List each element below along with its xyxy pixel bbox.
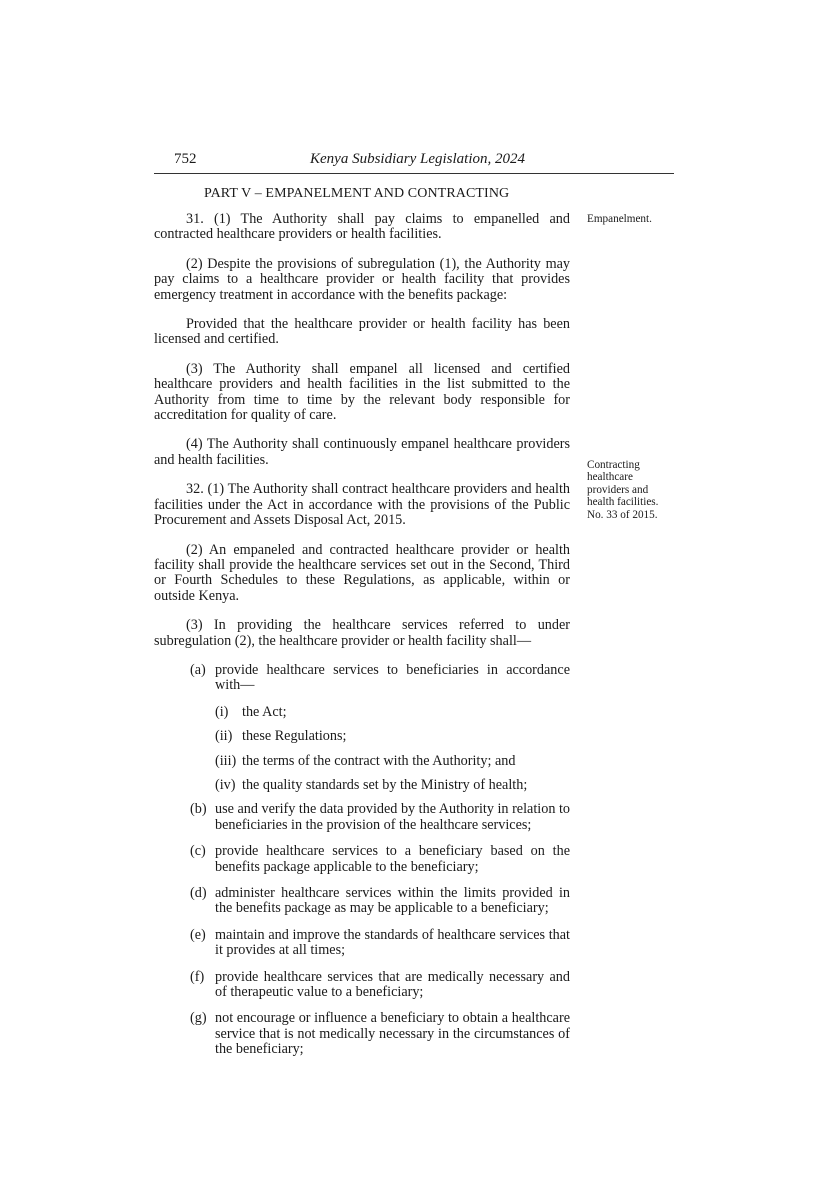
regulation-32-3: (3) In providing the healthcare services referred to under subregulation (2), the healthcare provider or health facility shall— — [154, 617, 570, 649]
list-item — [154, 970, 570, 1001]
margin-note-line: providers and — [587, 483, 649, 496]
margin-note-line: No. 33 of 2015. — [587, 508, 658, 521]
regulation-31-2: (2) Despite the provisions of subregulation (1), the Authority may pay claims to a healthcare provider or health facility that provides emergency treatment in accordance with the benefits package: — [154, 255, 570, 303]
regulation-32-2: (2) An empaneled and contracted healthcare provider or health facility shall provide the healthcare services set out in the Second, Third or Fourth Schedules to these Regulations, as applicable, within or outside Kenya. — [154, 541, 570, 604]
list-item — [154, 886, 570, 917]
page-number: 752 — [174, 151, 197, 167]
list-item — [154, 663, 570, 694]
item-text: provide healthcare services that are medically necessary and of therapeutic value to a beneficiary; — [215, 968, 570, 1001]
item-text: provide healthcare services to a beneficiary based on the benefits package applicable to the beneficiary; — [215, 843, 570, 875]
sub-list-item — [154, 754, 570, 769]
page-header — [154, 151, 674, 173]
margin-note-line: healthcare — [587, 471, 633, 484]
item-text: provide healthcare services to beneficiaries in accordance with— — [215, 661, 570, 694]
item-text: maintain and improve the standards of healthcare services that it provides at all times; — [215, 926, 570, 959]
item-label: (a) — [190, 661, 206, 678]
list-item — [154, 1011, 570, 1057]
subitem-label: (iii) — [215, 752, 237, 769]
item-label: (g) — [190, 1010, 207, 1027]
regulation-31-4: (4) The Authority shall continuously empanel healthcare providers and health facilities. — [154, 436, 570, 468]
subitem-text: these Regulations; — [242, 728, 347, 745]
item-label: (f) — [190, 968, 205, 985]
subitem-label: (iv) — [215, 776, 236, 793]
sub-list-item — [154, 705, 570, 720]
margin-note-line: health facilities. — [587, 496, 659, 509]
margin-note-line: Contracting — [587, 459, 640, 471]
regulation-32-1: 32. (1) The Authority shall contract healthcare providers and health facilities under the Act in accordance with the provisions of the Public Procurement and Assets Disposal Act, 2015. — [154, 481, 570, 529]
item-label: (d) — [190, 885, 207, 901]
subitem-text: the terms of the contract with the Authority; and — [242, 752, 516, 769]
regulation-31-1: 31. (1) The Authority shall pay claims to empanelled and contracted healthcare providers or health facilities. — [154, 211, 570, 243]
subitem-text: the quality standards set by the Ministry of health; — [242, 776, 528, 793]
item-text: use and verify the data provided by the Authority in relation to beneficiaries in the provision of the healthcare services; — [215, 801, 570, 833]
subitem-label: (ii) — [215, 728, 233, 745]
list-item — [154, 802, 570, 833]
regulation-31-proviso: Provided that the healthcare provider or health facility has been licensed and certified. — [154, 316, 570, 348]
item-label: (e) — [190, 926, 206, 943]
item-text: administer healthcare services within the limits provided in the benefits package as may be applicable to a beneficiary; — [215, 885, 570, 917]
margin-note-text: Empanelment. — [587, 213, 652, 225]
list-item — [154, 844, 570, 875]
margin-note-empanelment — [587, 213, 677, 225]
part-heading: PART V – EMPANELMENT AND CONTRACTING — [204, 186, 510, 201]
item-label: (c) — [190, 843, 206, 860]
obligations-list — [154, 663, 570, 1058]
sub-list-item — [154, 729, 570, 744]
subitem-label: (i) — [215, 703, 229, 720]
margin-note-contracting — [587, 459, 677, 521]
running-title: Kenya Subsidiary Legislation, 2024 — [310, 151, 525, 167]
regulation-31-3: (3) The Authority shall empanel all licensed and certified healthcare providers and health facilities in the list submitted to the Authority from time to time by the relevant body responsible for accreditation for quality of care. — [154, 360, 570, 424]
subitem-text: the Act; — [242, 703, 287, 720]
header-rule — [154, 173, 674, 174]
item-text: not encourage or influence a beneficiary to obtain a healthcare service that is not medically necessary in the circumstances of the beneficiary; — [215, 1010, 570, 1058]
body-text — [154, 212, 570, 1069]
item-label: (b) — [190, 801, 207, 818]
list-item — [154, 928, 570, 959]
sub-list-item — [154, 778, 570, 793]
